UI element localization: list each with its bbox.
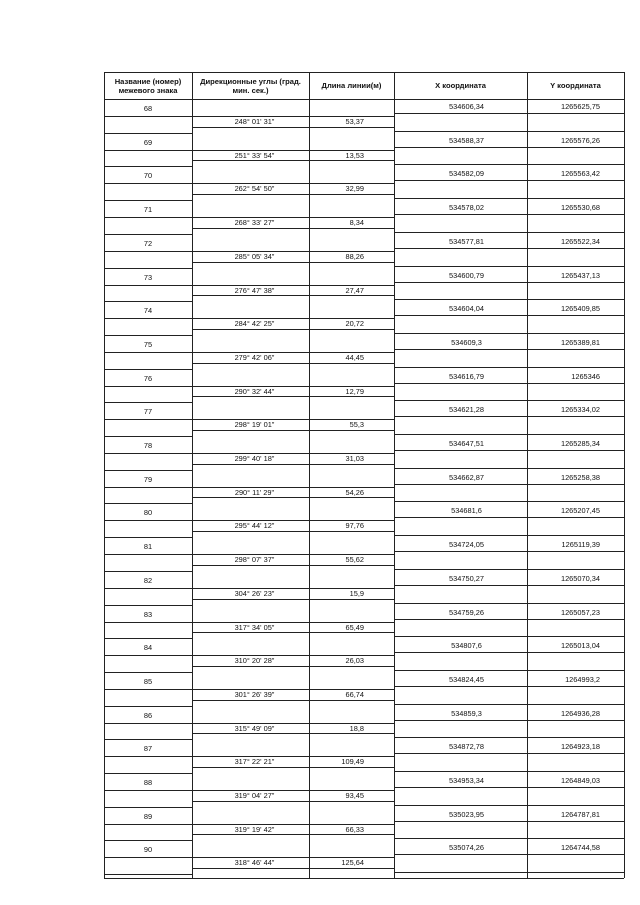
point-x-coordinate: 534578,02: [449, 203, 484, 213]
line-length: 55,62: [345, 555, 364, 565]
point-x-coordinate: 534577,81: [449, 236, 484, 246]
row-separator: [104, 605, 192, 606]
row-separator: [394, 248, 624, 249]
row-separator: [394, 854, 624, 855]
point-y-coordinate: 1265070,34: [560, 573, 600, 583]
row-separator: [394, 737, 624, 738]
row-separator: [104, 672, 192, 673]
line-length: 13,53: [345, 150, 364, 160]
point-y-coordinate: 1265563,42: [560, 169, 600, 179]
row-separator: [394, 501, 624, 502]
row-separator: [192, 868, 394, 869]
line-length: 55,3: [349, 420, 364, 430]
point-x-coordinate: 534621,28: [449, 405, 484, 415]
point-y-coordinate: 1264923,18: [560, 742, 600, 752]
row-separator: [104, 301, 192, 302]
row-separator: [394, 416, 624, 417]
row-separator: [394, 147, 624, 148]
row-separator: [104, 166, 192, 167]
header-name: Название (номер) межевого знака: [114, 77, 182, 95]
direction-angle: 319° 04' 27": [234, 791, 275, 800]
line-length: 109,49: [341, 757, 364, 767]
row-separator: [192, 497, 394, 498]
row-separator: [104, 503, 192, 504]
point-y-coordinate: 1264787,81: [560, 809, 600, 819]
row-separator: [104, 369, 192, 370]
point-x-coordinate: 534859,3: [451, 708, 482, 718]
row-separator: [192, 127, 394, 128]
point-y-coordinate: 1265013,04: [560, 641, 600, 651]
point-name: 69: [143, 137, 153, 147]
row-separator: [394, 180, 624, 181]
point-y-coordinate: 1264744,58: [560, 843, 600, 853]
row-separator: [192, 700, 394, 701]
point-name: 73: [143, 272, 153, 282]
line-length: 66,33: [345, 824, 364, 834]
point-y-coordinate: 1265207,45: [560, 506, 600, 516]
row-separator: [394, 569, 624, 570]
header-x: X координата: [435, 81, 486, 90]
point-name: 82: [143, 575, 153, 585]
row-separator: [394, 787, 624, 788]
line-length: 26,03: [345, 656, 364, 666]
point-x-coordinate: 534872,78: [449, 742, 484, 752]
point-x-coordinate: 535074,26: [449, 843, 484, 853]
row-separator: [394, 131, 624, 132]
direction-angle: 298° 19' 01": [234, 420, 275, 430]
point-name: 85: [143, 676, 153, 686]
point-name: 80: [143, 508, 153, 518]
row-separator: [104, 436, 192, 437]
direction-angle: 304° 26' 23": [234, 588, 275, 598]
direction-angle: 285° 05' 34": [234, 251, 275, 261]
point-name: 70: [143, 171, 153, 181]
line-length: 65,49: [345, 622, 364, 632]
line-length: 27,47: [345, 285, 364, 295]
row-separator: [394, 704, 624, 705]
direction-angle: 298° 07' 37": [234, 555, 275, 565]
line-length: 8,34: [349, 218, 364, 228]
row-separator: [104, 470, 192, 471]
direction-angle: 290° 32' 44": [234, 386, 275, 396]
row-separator: [394, 484, 624, 485]
row-separator: [394, 603, 624, 604]
row-separator: [192, 396, 394, 397]
direction-angle: 248° 01' 31": [234, 117, 275, 126]
direction-angle: 262° 54' 50": [234, 184, 275, 194]
row-separator: [394, 720, 624, 721]
point-y-coordinate: 1265285,34: [560, 439, 600, 448]
direction-angle: 310° 20' 28": [234, 656, 275, 666]
row-separator: [192, 160, 394, 161]
row-separator: [394, 468, 624, 469]
point-name: 77: [143, 407, 153, 417]
line-length: 31,03: [345, 454, 364, 463]
row-separator: [192, 464, 394, 465]
row-separator: [192, 666, 394, 667]
row-separator: [394, 198, 624, 199]
row-separator: [192, 599, 394, 600]
row-separator: [104, 773, 192, 774]
point-x-coordinate: 535023,95: [449, 809, 484, 819]
row-separator: [394, 551, 624, 552]
point-y-coordinate: 1265258,38: [560, 472, 600, 482]
point-x-coordinate: 534681,6: [451, 506, 482, 516]
row-separator: [192, 767, 394, 768]
row-separator: [192, 632, 394, 633]
point-y-coordinate: 1265057,23: [560, 607, 600, 617]
row-separator: [192, 430, 394, 431]
point-name: 84: [143, 643, 153, 653]
row-separator: [394, 838, 624, 839]
row-separator: [104, 335, 192, 336]
point-name: 79: [143, 474, 153, 484]
direction-angle: 318° 46' 44": [234, 858, 275, 868]
point-x-coordinate: 534647,51: [449, 439, 484, 448]
point-y-coordinate: 1265389,81: [560, 337, 600, 347]
row-separator: [104, 402, 192, 403]
row-separator: [394, 333, 624, 334]
row-separator: [394, 821, 624, 822]
header-angle: Дирекционные углы (град. мин. сек.): [200, 77, 301, 95]
direction-angle: 290° 11' 29": [234, 487, 275, 497]
line-length: 44,45: [345, 352, 364, 362]
row-separator: [104, 807, 192, 808]
row-separator: [394, 282, 624, 283]
row-separator: [192, 834, 394, 835]
row-separator: [192, 194, 394, 195]
point-x-coordinate: 534953,34: [449, 776, 484, 785]
row-separator: [394, 805, 624, 806]
row-separator: [394, 315, 624, 316]
row-separator: [104, 268, 192, 269]
row-separator: [104, 133, 192, 134]
point-y-coordinate: 1265625,75: [560, 102, 600, 111]
line-length: 12,79: [345, 386, 364, 396]
point-y-coordinate: 1265119,39: [561, 540, 600, 550]
point-name: 76: [143, 373, 153, 383]
line-length: 66,74: [345, 689, 364, 699]
row-separator: [394, 670, 624, 671]
table-vertical-border: [624, 72, 625, 878]
direction-angle: 268° 33' 27": [234, 218, 275, 228]
point-name: 88: [143, 778, 153, 787]
point-y-coordinate: 1265530,68: [560, 203, 600, 213]
line-length: 125,64: [341, 858, 364, 868]
point-y-coordinate: 1264993,2: [565, 674, 600, 684]
line-length: 53,37: [345, 117, 364, 126]
line-length: 97,76: [345, 521, 364, 531]
point-name: 72: [143, 238, 153, 248]
row-separator: [394, 771, 624, 772]
point-x-coordinate: 534662,87: [449, 472, 484, 482]
row-separator: [394, 517, 624, 518]
point-x-coordinate: 534759,26: [449, 607, 484, 617]
direction-angle: 315° 49' 09": [234, 723, 275, 733]
table-bottom-border: [104, 878, 624, 879]
point-x-coordinate: 534724,05: [449, 540, 484, 550]
row-separator: [394, 450, 624, 451]
row-separator: [192, 228, 394, 229]
point-y-coordinate: 1265409,85: [560, 304, 600, 314]
row-separator: [394, 214, 624, 215]
direction-angle: 251° 33' 54": [234, 150, 275, 160]
point-x-coordinate: 534807,6: [451, 641, 482, 651]
table-vertical-border: [394, 72, 395, 878]
point-name: 83: [143, 609, 153, 619]
row-separator: [104, 874, 192, 875]
point-name: 86: [143, 710, 153, 720]
line-length: 18,8: [349, 723, 364, 733]
point-y-coordinate: 1265346: [571, 371, 600, 381]
table-vertical-border: [527, 72, 528, 878]
point-x-coordinate: 534582,09: [449, 169, 484, 179]
row-separator: [394, 266, 624, 267]
direction-angle: 317° 22' 21": [234, 757, 275, 767]
point-name: 87: [143, 744, 153, 754]
point-name: 68: [143, 104, 153, 113]
row-separator: [104, 537, 192, 538]
point-y-coordinate: 1264936,28: [560, 708, 600, 718]
row-separator: [394, 652, 624, 653]
header-bottom-border: [104, 99, 624, 100]
row-separator: [192, 329, 394, 330]
point-x-coordinate: 534824,45: [449, 674, 484, 684]
row-separator: [394, 349, 624, 350]
row-separator: [394, 636, 624, 637]
point-name: 75: [143, 339, 153, 349]
point-x-coordinate: 534616,79: [449, 371, 484, 381]
row-separator: [104, 571, 192, 572]
row-separator: [394, 535, 624, 536]
header-y: Y координата: [550, 81, 601, 90]
row-separator: [394, 113, 624, 114]
row-separator: [104, 706, 192, 707]
point-name: 78: [143, 441, 153, 450]
row-separator: [394, 619, 624, 620]
line-length: 93,45: [345, 791, 364, 800]
row-separator: [192, 801, 394, 802]
point-name: 90: [143, 845, 153, 855]
line-length: 20,72: [345, 319, 364, 329]
direction-angle: 319° 19' 42": [234, 824, 275, 834]
point-name: 71: [143, 205, 153, 215]
direction-angle: 301° 26' 39": [234, 689, 275, 699]
row-separator: [104, 234, 192, 235]
direction-angle: 295° 44' 12": [234, 521, 275, 531]
direction-angle: 276° 47' 38": [234, 285, 275, 295]
row-separator: [394, 872, 624, 873]
row-separator: [192, 262, 394, 263]
direction-angle: 279° 42' 06": [234, 352, 275, 362]
point-y-coordinate: 1265522,34: [560, 236, 600, 246]
row-separator: [394, 164, 624, 165]
row-separator: [192, 295, 394, 296]
row-separator: [104, 200, 192, 201]
row-separator: [192, 363, 394, 364]
row-separator: [192, 531, 394, 532]
row-separator: [394, 686, 624, 687]
header-length: Длина линии(м): [321, 81, 382, 90]
point-y-coordinate: 1264849,03: [560, 776, 600, 785]
line-length: 88,26: [345, 251, 364, 261]
row-separator: [394, 383, 624, 384]
point-x-coordinate: 534600,79: [449, 270, 484, 280]
row-separator: [104, 840, 192, 841]
point-x-coordinate: 534604,04: [449, 304, 484, 314]
direction-angle: 299° 40' 18": [234, 454, 275, 463]
row-separator: [192, 565, 394, 566]
point-y-coordinate: 1265334,02: [560, 405, 600, 415]
point-name: 89: [143, 811, 153, 821]
row-separator: [394, 299, 624, 300]
line-length: 54,26: [345, 487, 364, 497]
point-x-coordinate: 534609,3: [451, 337, 482, 347]
point-y-coordinate: 1265576,26: [560, 135, 600, 145]
point-x-coordinate: 534588,37: [449, 135, 484, 145]
row-separator: [394, 434, 624, 435]
row-separator: [104, 739, 192, 740]
direction-angle: 284° 42' 25": [234, 319, 275, 329]
point-name: 81: [143, 542, 153, 552]
line-length: 15,9: [349, 588, 364, 598]
row-separator: [394, 400, 624, 401]
point-x-coordinate: 534750,27: [449, 573, 484, 583]
point-y-coordinate: 1265437,13: [560, 270, 600, 280]
point-x-coordinate: 534606,34: [449, 102, 484, 111]
row-separator: [394, 367, 624, 368]
row-separator: [394, 232, 624, 233]
point-name: 74: [143, 306, 153, 316]
line-length: 32,99: [345, 184, 364, 194]
table-top-border: [104, 72, 624, 73]
row-separator: [394, 753, 624, 754]
row-separator: [394, 585, 624, 586]
row-separator: [104, 638, 192, 639]
row-separator: [192, 733, 394, 734]
direction-angle: 317° 34' 05": [234, 622, 275, 632]
